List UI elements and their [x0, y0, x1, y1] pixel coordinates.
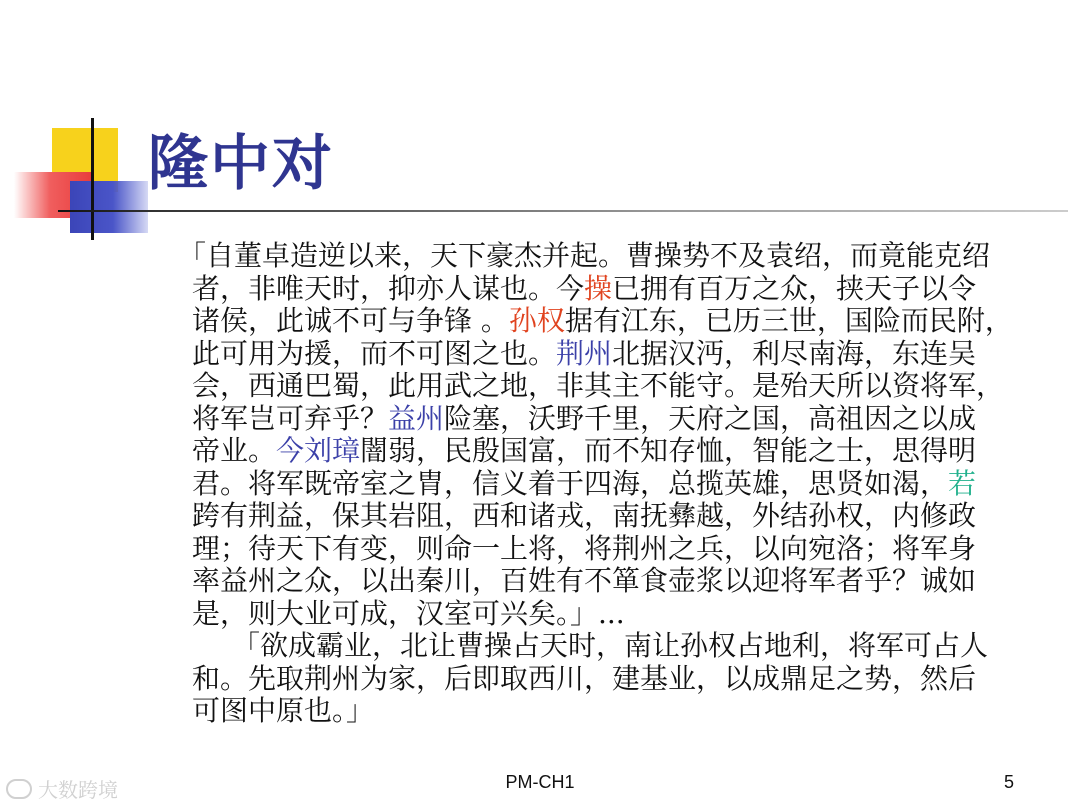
text-line — [178, 565, 1058, 598]
text-line — [178, 630, 1058, 663]
text-segment: 闇弱，民殷国富，而不知存恤，智能之士，思得明 — [360, 434, 977, 467]
text-segment: 北据汉沔，利尽南海，东连吴 — [612, 336, 977, 370]
text-line — [178, 370, 1058, 403]
text-segment: 理；待天下有变，则命一上将，将荆州之兵，以向宛洛；将军身 — [192, 531, 977, 565]
highlighted-term: 今刘璋 — [276, 434, 361, 467]
text-line — [178, 500, 1058, 533]
text-segment: 帝业。 — [192, 434, 277, 467]
slide-title: 隆中对 — [148, 129, 334, 199]
highlighted-term: 孙权 — [508, 304, 565, 337]
text-line — [178, 273, 1058, 306]
text-line — [178, 435, 1058, 468]
decor-blue-square — [70, 181, 148, 233]
text-segment: 率益州之众，以出秦川，百姓有不箪食壶浆以迎将军者乎？诚如 — [192, 564, 977, 597]
text-segment: 君。将军既帝室之胄，信义着于四海，总揽英雄，思贤如渴， — [192, 466, 949, 500]
text-segment: 险塞，沃野千里，天府之国，高祖因之以成 — [444, 401, 977, 435]
text-segment: 「欲成霸业，北让曹操占天时，南让孙权占地利，将军可占人 — [232, 629, 989, 662]
text-segment: 会，西通巴蜀，此用武之地，非其主不能守。是殆天所以资将军， — [192, 369, 1005, 402]
footer-label: PM-CH1 — [505, 772, 575, 792]
text-segment: 「自董卓造逆以来，天下豪杰并起。曹操势不及袁绍，而竟能克绍 — [178, 239, 991, 272]
text-line — [178, 663, 1058, 696]
title-underline — [58, 210, 1068, 212]
text-line — [178, 695, 1058, 728]
text-line — [178, 533, 1058, 566]
text-segment: 跨有荆益，保其岩阻，西和诸戎，南抚彝越，外结孙权，内修政 — [192, 499, 977, 532]
watermark-text: 大数跨境 — [38, 778, 118, 802]
highlighted-term: 益州 — [388, 401, 445, 435]
highlighted-term: 荆州 — [556, 336, 613, 370]
text-line — [178, 403, 1058, 436]
text-line — [178, 338, 1058, 371]
slide-body-text — [178, 240, 1058, 728]
page-number: 5 — [1003, 772, 1014, 792]
text-segment: 据有江东，已历三世，国险而民附， — [564, 304, 1013, 337]
text-segment: 将军岂可弃乎？ — [192, 401, 389, 435]
text-segment: 和。先取荆州为家，后即取西川，建基业，以成鼎足之势，然后 — [192, 661, 977, 695]
text-segment: 诸侯，此诚不可与争锋 。 — [192, 304, 509, 337]
text-segment: 是，则大业可成，汉室可兴矣。」... — [192, 596, 625, 630]
text-line — [178, 598, 1058, 631]
text-segment: 已拥有百万之众，挟天子以令 — [612, 271, 977, 305]
highlighted-term: 若 — [948, 466, 977, 500]
text-segment: 者，非唯天时，抑亦人谋也。今 — [192, 271, 585, 305]
text-line — [178, 468, 1058, 501]
text-line — [178, 305, 1058, 338]
decor-vertical-line — [91, 118, 94, 240]
text-segment: 可图中原也。」 — [192, 694, 375, 727]
text-segment: 此可用为援，而不可图之也。 — [192, 336, 557, 370]
highlighted-term: 操 — [584, 271, 613, 305]
text-line — [178, 240, 1058, 273]
